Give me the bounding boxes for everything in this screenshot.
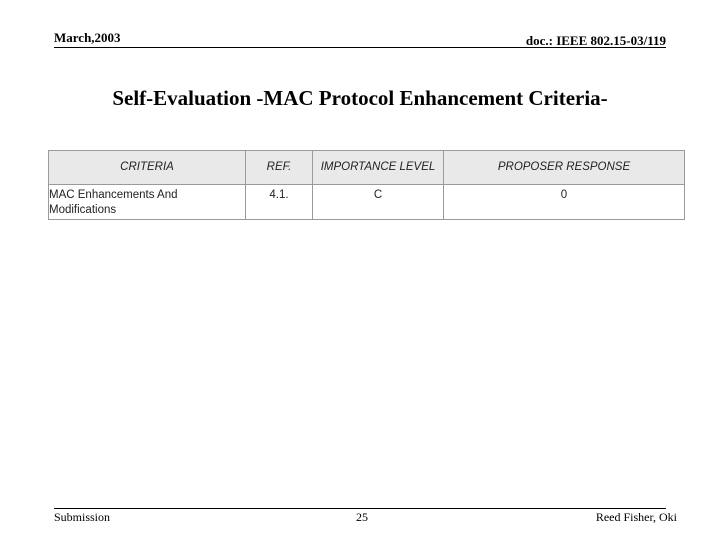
header-doc-id: doc.: IEEE 802.15-03/119 [525,33,666,48]
cell-importance: C [313,185,444,220]
column-header-criteria: CRITERIA [49,151,246,185]
footer-submission: Submission [54,510,111,524]
column-header-ref: REF. [246,151,313,185]
footer-author: Reed Fisher, Oki [595,510,677,524]
column-header-importance: IMPORTANCE LEVEL [313,151,444,185]
criteria-table [48,150,685,220]
table-row [49,185,685,220]
header-date: March,2003 [54,30,121,45]
footer-page-number: 25 [356,510,368,524]
footer-divider [54,508,666,509]
cell-response: 0 [444,185,685,220]
table-header-row [49,151,685,185]
cell-criteria: MAC Enhancements And Modifications [49,185,246,220]
slide-title: Self-Evaluation -MAC Protocol Enhancement Criteria- [112,86,608,110]
column-header-response: PROPOSER RESPONSE [444,151,685,185]
cell-ref: 4.1. [246,185,313,220]
header-divider [54,47,666,48]
